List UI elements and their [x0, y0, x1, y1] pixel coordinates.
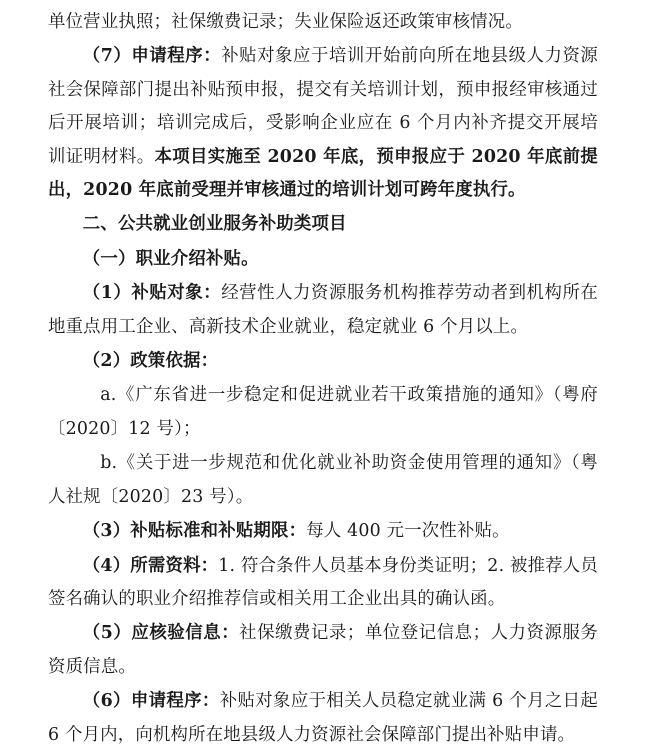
paragraph-item-6-application-procedure [48, 685, 598, 752]
paragraph-item-2-policy-basis [48, 345, 598, 378]
paragraph-item-4-required-materials [48, 550, 598, 617]
text-run-emphasis: （6）申请程序： [82, 691, 220, 712]
paragraph-item-2a-reference [48, 379, 598, 446]
paragraph-item-1-subsidy-target [48, 277, 598, 344]
text-run: 1. 符合条件人员基本身份类证明；2. 被推荐人员签名确认的职业介绍推荐信或相关用工企业出具的确认函。 [48, 555, 598, 609]
heading-section-two [48, 208, 598, 241]
text-run: 社保缴费记录；单位登记信息；人力资源服务资质信息。 [48, 623, 598, 677]
text-run-emphasis: （3）补贴标准和补贴期限： [82, 521, 307, 542]
text-run: 补贴对象应于相关人员稳定就业满 6 个月之日起 6 个月内，向机构所在地县级人力资源社会保障部门提出补贴申请。 [48, 691, 599, 745]
paragraph-item-3-subsidy-standard [48, 515, 598, 548]
text-run-emphasis: 二、公共就业创业服务补助类项目 [82, 214, 347, 235]
paragraph-item-7-application-procedure [48, 40, 598, 207]
text-run-emphasis: （7）申请程序： [82, 46, 222, 67]
text-run: b.《关于进一步规范和优化就业补助资金使用管理的通知》（粤人社规〔2020〕23 号）。 [48, 453, 598, 507]
paragraph-item-5-verification-info [48, 617, 598, 684]
paragraph-continuation [48, 6, 598, 39]
text-run: 单位营业执照；社保缴费记录；失业保险返还政策审核情况。 [48, 12, 523, 32]
paragraph-item-2b-reference [48, 447, 598, 514]
text-run: 补贴对象应于培训开始前向所在地县级人力资源社会保障部门提出补贴预申报，提交有关培训计划，预申报经审核通过后开展培训；培训完成后，受影响企业应在 6 个月内补齐提交开展培训证明材料。 [48, 46, 599, 167]
text-run: a.《广东省进一步稳定和促进就业若干政策措施的通知》（粤府〔2020〕12 号）； [48, 385, 598, 439]
text-run: 经营性人力资源服务机构推荐劳动者到机构所在地重点用工企业、高新技术企业就业，稳定就业 6 个月以上。 [48, 283, 599, 337]
text-run-emphasis: （1）补贴对象： [82, 283, 222, 304]
text-run-emphasis: （4）所需资料： [82, 555, 219, 576]
heading-subsection-one [48, 243, 598, 276]
text-run-emphasis: （一）职业介绍补贴。 [82, 248, 259, 269]
text-run-emphasis: （2）政策依据： [82, 351, 219, 372]
text-run-emphasis: （5）应核验信息： [82, 623, 240, 644]
text-run-emphasis: 本项目实施至 2020 年底，预申报应于 2020 年底前提出，2020 年底前受理并审核通过的培训计划可跨年度执行。 [48, 146, 599, 201]
text-run: 每人 400 元一次性补贴。 [306, 521, 510, 542]
